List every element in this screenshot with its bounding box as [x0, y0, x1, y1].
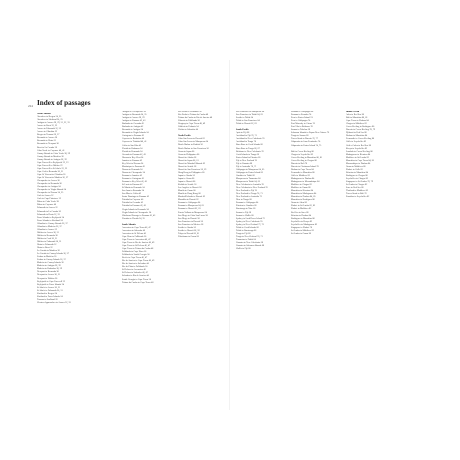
index-entry: Martinique to Panama 42	[122, 165, 145, 168]
index-entry: Mauritius to Cape Town 84, 85	[346, 159, 375, 162]
index-entry: Tonga to New Zealand 70, 71	[236, 235, 263, 238]
index-entry: San Diego to Hawaii 58	[178, 217, 200, 220]
index-entry: Djibouti to Red Sea 86	[346, 132, 367, 135]
index-entry: Seattle to Hawaii 58, 59	[178, 229, 200, 232]
index-entry: San Francisco to Mexico 58	[178, 223, 204, 226]
index-entry: Tristan da Cunha to Rio de Janeiro 48	[178, 117, 213, 120]
index-entry: Cabo San Lucas to Hawaii 62	[178, 138, 205, 141]
index-entry: New Zealand to Fiji 70	[236, 190, 257, 193]
index-entry: Cabo San Lucas to Marquesas 64	[178, 141, 209, 144]
index-entry: Mauritius to Rodrigues 80	[291, 199, 315, 202]
index-entry: Cocos Keeling to Chagos 80	[291, 159, 317, 162]
index-entry: São Paulo to Tristan da Cunha 48	[178, 114, 209, 117]
index-entry: Galápagos to Marquesas 64, 65	[236, 168, 265, 171]
index-entry: Hawaii to Seattle 58	[178, 165, 197, 168]
index-entry: Phuket to Sri Lanka 82, 83	[291, 205, 316, 208]
index-entry: Marquesas to Tuamotus 64	[236, 177, 261, 180]
index-entry: Ascension to Salvador 46	[122, 229, 146, 232]
index-entry: Windward Passage to Panama 42, 43	[122, 214, 156, 217]
index-entry: Darwin to Bali 78	[291, 162, 308, 165]
index-entry: Sydney to Lord Howe Island 72	[236, 217, 265, 220]
index-entry: Barbados to Grenada 42	[122, 123, 144, 126]
index-entry: Hawaii to Marshall Islands 62	[178, 162, 206, 165]
index-entry: Tonga to Fiji 68	[236, 232, 251, 235]
index-entry: Torres Strait to Darwin 76, 77	[291, 138, 318, 141]
index-entry: Hawaii to Japan 60, 61	[178, 159, 199, 162]
index-entry: Fiji to Vanuatu 68	[236, 162, 253, 165]
index-entry: Bora Bora to Tonga 66, 67	[236, 147, 260, 150]
index-entry: Cayenne to Trinidad 40, 41	[122, 141, 147, 144]
index-entry: Chesapeake to Virgin Islands 34	[37, 189, 67, 192]
index-entry: Yokohama to Guam 60	[178, 235, 199, 238]
index-entry: Gambier to Tahiti 66	[236, 174, 255, 177]
index-entry: Halifax to Cork 30, 31	[37, 237, 58, 240]
index-entry: Chesapeake to Bermuda 30	[37, 183, 62, 186]
index-entry: Cartagena to Panama 42	[122, 135, 144, 138]
index-entry: Rodrigues to Mauritius 80	[291, 217, 315, 220]
index-entry: Madeira to Barbados 38, 39	[37, 268, 63, 271]
index-entry: Niue to Tonga 68	[236, 199, 252, 202]
index-entry: Gulf of Aden to Red Sea 86	[346, 144, 371, 147]
index-entry: Japan to Guam 60	[178, 177, 195, 180]
index-entry: Santo Domingo to Panama 42	[122, 196, 149, 199]
index-entry: Torres Strait to Bali 76	[346, 193, 367, 196]
index-entry: Japan to Hawaii 60	[178, 181, 196, 184]
section-title: South Pacific	[236, 129, 249, 132]
index-entry: Wallis to Fiji 68	[236, 248, 251, 251]
index-entry: Madagascar to Réunion 84	[346, 153, 371, 156]
index-entry: Lombok to Cocos Keeling 80	[346, 150, 373, 153]
index-entry: Pitcairn to Gambier 66	[236, 205, 257, 208]
index-entry: Florida to Bermuda 34	[122, 150, 143, 153]
index-entry: Darwin to Christmas Island 78	[291, 165, 319, 168]
index-entry: Oman to Aden 86	[291, 202, 307, 205]
index-entry: Horta to Falmouth 32	[37, 244, 57, 247]
index-entry: Ascension to Cape Town 46, 47	[122, 226, 151, 229]
index-entry: Dutch Harbor to Kodiak 56	[178, 144, 203, 147]
index-entry: Réunion to Durban 84	[291, 214, 312, 217]
index-entry: Fremantle to Mauritius 80	[291, 171, 315, 174]
index-entry: Manila to Hong Kong 60	[178, 193, 201, 196]
index-entry: Guam to Japan 60	[178, 150, 195, 153]
index-entry: Sri Lanka to Chagos 82	[346, 184, 368, 187]
index-entry: Panama to Marquesas 64, 65	[178, 205, 204, 208]
index-entry: St John's to Azores 30, 31	[37, 286, 61, 289]
index-entry: Azores to Gibraltar 32	[37, 131, 58, 134]
index-entry: Cabo Verde to Cayenne 40, 41	[37, 149, 65, 152]
index-entry: Brest to La Coruña 36	[37, 146, 57, 149]
index-entry: Sri Lanka to Maldives 82	[291, 229, 314, 232]
index-column	[178, 111, 230, 239]
index-entry: Colón to San Blas 42	[122, 144, 142, 147]
index-entry: Barbados to Antigua 42	[122, 126, 144, 129]
index-entry: Cape Town to Ascension 46, 47	[122, 238, 151, 241]
index-column	[346, 111, 398, 199]
index-entry: Faroe Islands to Reykjavik 24	[37, 216, 64, 219]
index-entry: Maldives to Sri Lanka 82	[346, 156, 369, 159]
index-entry: Antigua to Panama 42, 43	[122, 120, 146, 123]
index-entry: Virgin Islands to Bermuda 34	[122, 208, 149, 211]
index-entry: Red Sea to Suez 86	[291, 211, 309, 214]
index-entry: Marquesas to Tahiti 64, 65	[236, 181, 260, 184]
index-entry: Canary Islands to Antigua 38, 39	[37, 158, 67, 161]
index-entry: Durban to Mauritius 84	[346, 135, 368, 138]
section-title: North Pacific	[178, 135, 191, 138]
index-entry: Auckland to Fiji 70, 71	[236, 135, 257, 138]
index-entry: Panama to Hawaii 62, 63	[178, 208, 201, 211]
index-entry: Shetland to Bergen 24	[37, 292, 58, 295]
index-entry: Western Approaches to Azores 32, 33	[37, 301, 71, 304]
index-column	[122, 111, 174, 285]
index-entry: New Caledonia to Australia 70	[236, 184, 264, 187]
index-entry: Singapore to Sri Lanka 78, 79	[346, 181, 373, 184]
index-entry: La Coruña to Canary Islands 36, 37	[37, 253, 70, 256]
index-entry: Madeira to Antigua 38, 39	[37, 265, 61, 268]
index-entry: Shetland to Faroe Islands 24	[37, 295, 63, 298]
index-entry: Havana to Key West 34	[122, 156, 144, 159]
index-entry: Falmouth to La Coruña 36	[37, 210, 61, 213]
index-entry: Trinidad to Panama 42, 43	[122, 205, 146, 208]
index-entry: Galápagos to Easter Island 66	[236, 171, 263, 174]
index-entry: St Lucia to Panama 42	[122, 184, 143, 187]
page-number: 224	[28, 104, 33, 108]
index-entry: Ushuaia to Falklands 50	[178, 120, 200, 123]
index-entry: Panama to Key West 42, 43	[122, 181, 147, 184]
index-entry: Sydney to New Caledonia 70	[236, 220, 263, 223]
index-entry: Aberdeen to Bergen 24, 25	[37, 116, 62, 119]
index-entry: South Georgia to Cape Town 50	[122, 278, 151, 281]
index-entry: Guam to Philippines 60	[178, 153, 200, 156]
index-entry: San Francisco to Tahiti 64, 65	[236, 114, 263, 117]
index-entry: Panama to Ecuador 74	[291, 114, 312, 117]
index-entry: Maldives to Oman 86	[291, 187, 311, 190]
index-entry: St Helena to Ascension 46	[122, 269, 146, 272]
index-entry: Easter Island to Pitcairn 66	[236, 156, 261, 159]
index-entry: Antigua to Chesapeake 34	[122, 111, 146, 113]
index-entry: Aden to Red Sea 86	[346, 114, 364, 117]
index-entry: Valdivia to Ushuaia 54	[178, 126, 199, 129]
index-entry: Rodrigues to Chagos 80	[346, 174, 368, 177]
index-entry: Tahiti to San Francisco 64	[236, 120, 260, 123]
index-entry: Panama to Jamaica 42	[122, 174, 143, 177]
index-entry: Halifax to Bermuda 30	[37, 234, 58, 237]
index-entry: Galle to Seychelles 82	[346, 141, 367, 144]
index-entry: Phuket to Galle 82	[346, 168, 363, 171]
index-entry: Cocos Keeling to Mauritius 80, 81	[291, 156, 323, 159]
index-entry: Cape St Vincent to Madeira 36, 37	[37, 176, 69, 179]
index-entry: Seattle to Tahiti 64	[236, 117, 253, 120]
index-entry: Antigua to Bermuda 34, 35	[122, 114, 147, 117]
index-entry: Fiji to New Zealand 70	[236, 159, 257, 162]
index-entry: Aberdeen to Shetland 24, 25	[37, 119, 63, 122]
index-entry: Panama to Galápagos 64	[236, 202, 259, 205]
index-entry: Tuamotus to Tahiti 64	[236, 238, 256, 241]
index-entry: Sri Lanka to Oman 86	[291, 232, 311, 235]
index-entry: Oman to Maldives 86	[346, 165, 366, 168]
index-entry: Port Moresby to Cairns 76	[291, 123, 315, 126]
index-entry: Faroe Islands to Shetland 24	[37, 219, 63, 222]
index-entry: New Zealand to Australia 72	[236, 196, 262, 199]
index-entry: San Blas to Colón 42	[122, 193, 142, 196]
index-entry: Reykjavik to Cape Farewell 22	[37, 280, 65, 283]
index-entry: Lisbon to Madeira 36	[37, 256, 57, 259]
index-entry: New Zealand to Tonga 70, 71	[236, 193, 263, 196]
index-entry: Rio de Janeiro to Cape Town 48, 49	[122, 260, 155, 263]
index-entry: Valparaíso to Juan Fernández 74	[291, 141, 321, 144]
section-title: South Atlantic	[122, 223, 136, 226]
index-entry: Peru to Galápagos 74	[291, 120, 311, 123]
index-entry: Falklands to South Georgia 50	[122, 254, 150, 257]
index-entry: Seychelles to Madagascar 82	[291, 223, 318, 226]
section-title: North Atlantic	[37, 113, 51, 115]
index-entry: Newport to Halifax 30	[37, 277, 58, 280]
index-entry: Cork to Azores 32	[37, 195, 54, 198]
index-column	[291, 111, 343, 236]
index-entry: Auckland to Tonga 70	[236, 141, 256, 144]
index-entry: Tonga to Samoa 68	[291, 135, 309, 138]
index-entry: St John's to Falmouth 30, 31	[37, 289, 63, 292]
index-entry: Suez to Red Sea 86	[346, 187, 364, 190]
index-entry: Hawaii to Alaska 58	[178, 156, 197, 159]
index-entry: La Coruña to Madeira 36	[37, 250, 60, 253]
index-entry: Yucatán to Florida 34, 35	[122, 217, 145, 220]
index-entry: Cape Town to Durban 84	[346, 120, 369, 123]
index-entry: Reykjavik to Faroe Islands 24	[37, 283, 64, 286]
index-entry: Vanuatu to Solomon Islands 68	[236, 245, 265, 248]
index-entry: Cape Cod to Bermuda 30, 31	[37, 170, 64, 173]
index-entry: St Helena to Salvador 46, 47	[122, 272, 148, 275]
index-entry: Azores to Falmouth 32, 33	[37, 128, 62, 131]
index-entry: Mauritius to Réunion 84	[291, 190, 314, 193]
index-entry: Dakar to Cayenne 40	[37, 204, 57, 207]
index-entry: Falmouth to Azores 32	[37, 207, 58, 210]
index-entry: Cape St Vincent to Gibraltar 36	[37, 173, 66, 176]
section-title: Indian Ocean	[346, 111, 360, 113]
index-entry: Mauritius to Madagascar 84	[291, 193, 317, 196]
index-entry: Marshall Islands to Hawaii 62	[178, 196, 206, 199]
index-entry: Bermuda to Horta 31	[37, 140, 57, 143]
index-entry: Madagascar to Durban 84	[291, 177, 315, 180]
index-entry: Bermuda to Antigua 34	[122, 129, 144, 132]
index-entry: Bora Bora to Cook Islands 66	[236, 144, 263, 147]
index-entry: Bermuda to Azores 30	[37, 137, 58, 140]
index-entry: Azores to Brest 32, 33	[37, 125, 58, 128]
index-entry: Uruguay to Cape Town 48, 49	[178, 123, 206, 126]
index-entry: Tahiti to Cook Islands 66	[236, 226, 259, 229]
index-entry: Ascension to St Helena 46	[122, 232, 146, 235]
index-entry: Cayenne to Barbados 40	[122, 138, 145, 141]
index-entry: Phuket to Maldives 82	[291, 208, 312, 211]
index-entry: Seattle to Alaska 56	[178, 226, 196, 229]
index-entry: Fremantle to Cocos Keeling 80	[346, 138, 375, 141]
index-entry: Cook Islands to Tonga 66	[236, 153, 260, 156]
index-entry: Puerto Vallarta to Marquesas 64	[178, 211, 207, 214]
index-entry: San Francisco to Hawaii 58	[178, 220, 203, 223]
index-entry: Kodiak to Seattle 56	[178, 184, 197, 187]
index-entry: Cape Farewell to St John's 22, 23	[37, 167, 68, 170]
index-entry: Mauritius to Durban 84, 85	[291, 196, 316, 199]
index-entry: Cape Farewell to Halifax 22	[37, 164, 63, 167]
index-entry: Grenada to Panama 42, 43	[122, 153, 146, 156]
index-entry: Antigua to Azores 28, 29	[122, 117, 145, 120]
index-entry: Panama to Galápagos 64	[178, 202, 201, 205]
index-entry: Samoa to Wallis 68	[236, 214, 254, 217]
index-entry: Newport to Bermuda 30	[37, 271, 59, 274]
index-entry: Key West to Havana 34	[122, 162, 144, 165]
index-entry: Falmouth to Horta 32, 33	[37, 213, 60, 216]
index-entry: Florida to Bahamas 34	[122, 147, 143, 150]
index-entry: Trinidad to Grenada 42	[122, 202, 143, 205]
index-entry: Cape Horn to Falklands 50	[122, 235, 147, 238]
index-entry: Jamaica to Panama 42	[122, 159, 143, 162]
index-entry: Peru to Easter Island 74	[291, 117, 313, 120]
index-entry: Dakar to Cabo Verde 38	[37, 201, 59, 204]
index-entry: Tristan da Cunha to Cape Town 48	[122, 281, 154, 284]
index-entry: Apia to Fiji 68	[236, 132, 250, 135]
index-entry: Gibraltar to Madeira 36, 37	[37, 225, 62, 228]
index-entry: Chagos to Maldives 82	[346, 123, 367, 126]
index-entry: Kenya to Seychelles 82	[346, 147, 368, 150]
index-entry: Gibraltar to Azores 32	[37, 228, 58, 231]
index-entry: Tahiti to Rarotonga 66	[236, 229, 257, 232]
index-entry: Sydney to New Zealand 72, 73	[236, 223, 264, 226]
index-entry: Réunion to Mauritius 84	[346, 171, 369, 174]
index-entry: Seychelles to Kenya 82	[291, 220, 313, 223]
index-entry: Bergen to Tromsø 26, 27	[37, 134, 60, 137]
index-entry: São Paulo to Falklands 50	[178, 111, 202, 113]
index-entry: Mozambique to Durban 84	[346, 162, 371, 165]
index-entry: Durban to Cape Town 84	[291, 168, 314, 171]
index-entry: Nassau to Bermuda 34	[122, 168, 143, 171]
index-entry: Singapore to Phuket 78	[291, 226, 313, 229]
index-entry: Falklands to Cape Horn 50	[122, 251, 147, 254]
index-entry: Trinidad to Cayenne 40	[122, 199, 144, 202]
index-entry: Auckland to New Caledonia 70	[236, 138, 265, 141]
index-entry: Fiji to Australia 70, 71	[236, 165, 257, 168]
index-entry: Port Vila to Brisbane 70	[291, 126, 313, 129]
index-entry: San Diego to Cabo San Lucas 58	[178, 214, 208, 217]
index-entry: Lisbon to Canary Islands 36, 37	[37, 259, 66, 262]
index-entry: Halifax to Falmouth 30, 31	[37, 240, 62, 243]
index-entry: Rio de Janeiro to Salvador 44	[122, 263, 149, 266]
index-entry: Newport to Azores 30, 31	[37, 274, 61, 277]
index-entry: Bermuda to Newport 30	[37, 143, 59, 146]
index-entry: Nassau to Chesapeake 34	[122, 171, 145, 174]
index-entry: Manila to Guam 60	[178, 190, 196, 193]
index-entry: Galle to Maldives 82	[291, 174, 310, 177]
index-entry: Rio de Plata to Falklands 50	[122, 266, 148, 269]
index-entry: Panama to Cartagena 42	[122, 178, 144, 181]
index-entry: Cork to Cape Finisterre 32	[37, 198, 61, 201]
index-entry: Salvador to Rio de Janeiro 44	[122, 275, 149, 278]
index-column	[37, 113, 89, 305]
index-entry: Japan to Alaska 56	[178, 174, 195, 177]
page-heading: Index of passages	[37, 99, 91, 107]
index-entry: Vitória to Salvador 44	[178, 129, 198, 132]
index-entry: Valparaíso to Easter Island 74, 75	[291, 144, 322, 147]
index-entry: Solomon Islands to Papua New Guinea 76	[291, 132, 330, 135]
index-entry: Maldives to Chagos 82	[291, 184, 312, 187]
index-entry: Recife to Cape Town 46, 47	[122, 257, 148, 260]
index-entry: Mazatlán to Hawaii 62	[178, 199, 199, 202]
index-entry: Cape Farewell to Reykjavik 22, 23	[37, 161, 69, 164]
index-entry: Seychelles to Chagos 82	[346, 178, 369, 181]
index-entry: Bermuda to Virgin Islands 34	[122, 132, 149, 135]
index-entry: Halifax to Azores 30, 31	[37, 231, 60, 234]
index-entry: Horta to Brest 32	[37, 247, 53, 250]
index-entry: New Caledonia to New Zealand 70	[236, 187, 268, 190]
index-entry: Los Angeles to Hawaii 58	[178, 187, 202, 190]
index-entry: Chesapeake to Antigua 34	[37, 186, 61, 189]
index-entry: San Juan to Bermuda 34	[122, 190, 144, 193]
index-entry: Samoa to Tokelau 68	[291, 129, 310, 132]
index-entry: Chagos to Seychelles 82	[291, 153, 314, 156]
index-entry: Madagascar to Mozambique 84	[291, 181, 320, 184]
index-entry: Zanzibar to Seychelles 82	[346, 196, 370, 199]
index-entry: Dutch Harbor to San Francisco 56	[178, 147, 209, 150]
index-column	[236, 111, 288, 251]
index-entry: Vanuatu to New Caledonia 68	[236, 241, 263, 244]
index-entry: Chesapeake to Nassau 34, 35	[37, 192, 64, 195]
index-entry: Canary Islands to Cabo Verde 38, 39	[37, 152, 71, 155]
index-entry: Thailand to Maldives 82	[346, 190, 369, 193]
index-entry: Gibraltar to Canary Islands 36, 37	[37, 222, 68, 225]
index-entry: Brisbane to New Caledonia 70	[236, 150, 264, 153]
index-entry: Cape Town to Rio de Janeiro 48, 49	[122, 241, 155, 244]
index-entry: Tahiti to Hawaii 62, 63	[236, 123, 257, 126]
index-entry: Darwin to Cocos Keeling 78, 79	[346, 129, 376, 132]
index-entry: Tokyo to Hawaii 60, 61	[178, 232, 200, 235]
index-entry: Madeira to Canary Islands 36	[37, 262, 64, 265]
index-entry: Rarotonga to Niue 66	[236, 208, 256, 211]
index-entry: Cocos Keeling to Rodrigues 80	[346, 126, 375, 129]
index-entry: Panama to Galápagos 64	[291, 111, 314, 113]
index-entry: Antigua to Azores 28, 29, 31, 32, 33	[37, 122, 70, 125]
index-entry: Hawaii to San Francisco 58, 59	[178, 168, 207, 171]
index-entry: San Francisco to Marquesas 64	[236, 111, 265, 113]
index-entry: Bali to Cocos Keeling 80	[291, 150, 314, 153]
index-entry: Hong Kong to Philippines 60	[178, 171, 205, 174]
index-entry: Virgin Islands to Chesapeake 34	[122, 211, 152, 214]
index-entry: St Martin to Bermuda 34	[122, 187, 145, 190]
index-entry: Canary Islands to Madeira 36	[37, 155, 64, 158]
index-entry: Chesapeake to Azores 30	[37, 180, 60, 183]
index-entry: Cape Town to St Helena 46, 47	[122, 245, 151, 248]
index-entry: Samoa to Fiji 68	[236, 211, 251, 214]
index-entry: Cape Town to Tristan da Cunha 48	[122, 248, 154, 251]
index-entry: Tromsø to Svalbard 26	[37, 298, 58, 301]
index-entry: Bali to Mauritius 80, 81	[346, 117, 368, 120]
